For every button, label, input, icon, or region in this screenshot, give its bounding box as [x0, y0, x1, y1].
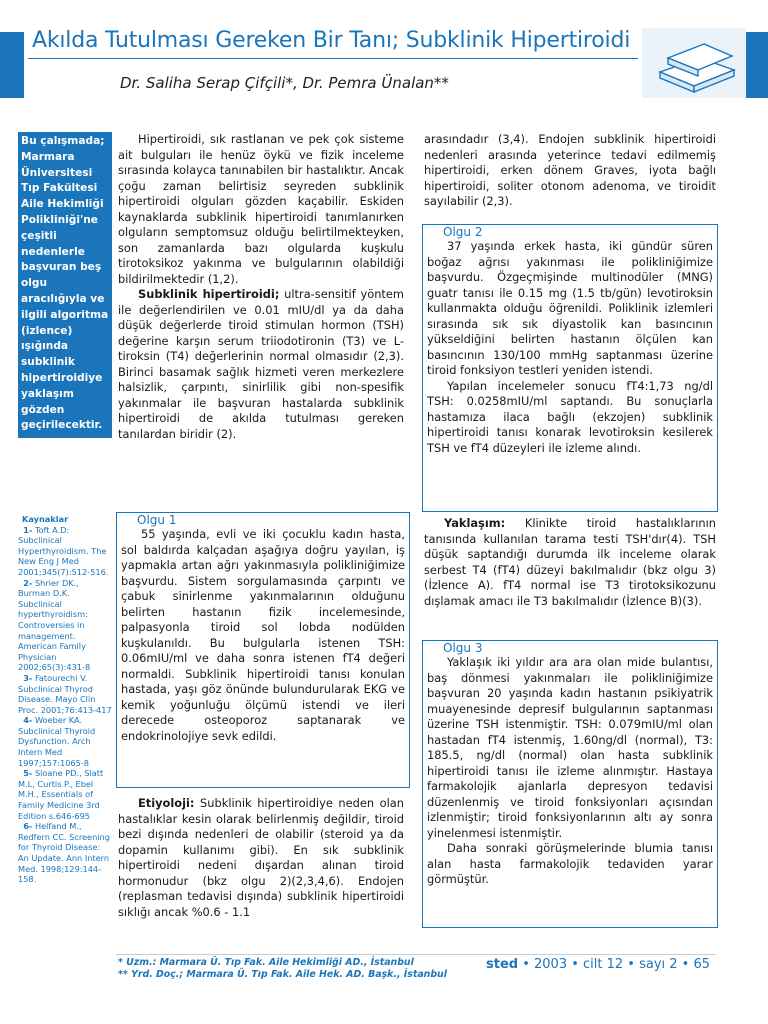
case-text: Daha sonraki görüşmelerinde blumia tanısı alan hasta farmakolojik tedaviden yarar görmüştür. — [427, 841, 713, 886]
books-logo-icon — [642, 28, 746, 98]
journal-issue: • 2003 • cilt 12 • sayı 2 • 65 — [518, 957, 711, 972]
approach-section — [424, 516, 716, 609]
article-title: Akılda Tutulması Gereken Bir Tanı; Subklinik Hipertiroidi — [32, 28, 631, 53]
approach-heading: Yaklaşım: — [444, 516, 506, 530]
header-accent-right — [746, 32, 768, 98]
abstract-box: Bu çalışmada; Marmara Üniversitesi Tıp Fakültesi Aile Hekimliği Polikliniği'ne çeşitli nedenlerle başvuran beş olgu aracılığıyla ve ilgili algoritma (izlence) ışığında subklinik hipertiroidiye yaklaşım gözden geçirilecektir. — [18, 132, 112, 438]
reference-item: 3- Fatourechi V. Subclinical Thyrod Disease. Mayo Clin Proc. 2001;76:413-417 — [18, 672, 112, 715]
case-text: Yaklaşık iki yıldır ara ara olan mide bulantısı, baş dönmesi yakınmaları ile polikliniğimize başvuran 20 yaşında kadın hastanın psikiyatrik muayenesinde depresif bulgularının saptanması üzerine TSH istenmiştir. TSH: 0.079mIU/ml olan hastadan fT4 istenmiş, 1.60ng/dl (normal), T3: 185.5, ng/dl (normal) olan hasta subklinik hipertiroidi tanısı ile izleme alınmıştır. Hastaya farmakolojik ajanlarla depresyon tedavisi düzenlenmiş ve tiroid fonksiyonları açısından izlenmiştir; tiroid fonksiyonlarının altı ay sonra yinelenmesi istenmiştir. — [427, 655, 713, 840]
etiology-section — [118, 796, 404, 920]
reference-item: 1- Toft A.D: Subclinical Hyperthyroidism. The New Eng J Med 2001;345(7):512-516. — [18, 524, 109, 577]
footnote-2: ** Yrd. Doç.; Marmara Ü. Tıp Fak. Aile Hek. AD. Başk., İstanbul — [118, 969, 447, 980]
case-text: Yapılan incelemeler sonucu fT4:1,73 ng/dl TSH: 0.0258mIU/ml saptandı. Bu sonuçlarla hastamıza ilaca bağlı (ekzojen) subklinik hipertiroidi tanısı konarak levotiroksin kesilerek TSH ve fT4 düzeyleri ile izleme alındı. — [427, 378, 713, 455]
article-authors: Dr. Saliha Serap Çifçili*, Dr. Pemra Ünalan** — [120, 74, 449, 92]
intro-paragraph: Hipertiroidi, sık rastlanan ve pek çok sisteme ait bulguları ile henüz öykü ve fizik inceleme sırasında kolayca tanınabilen bir hastalıktır. Ancak çoğu zaman belirtisiz seyreden subklinik hipertiroidi olguları gözden kaçabilir. Eskiden kaynaklarda subklinik hipertiroidi tanımlanırken olguların semptomsuz olduğu belirtilmekteyken, son zamanlarda bazı olgularda kuşkulu tirotoksikoz yakınma ve bulgularının olabildiği bildirilmektedir (1,2). — [118, 132, 404, 286]
references-title: Kaynaklar — [22, 514, 69, 524]
case-box-2 — [422, 224, 718, 512]
case-title: Olgu 1 — [137, 513, 177, 527]
reference-item: 2- Shrier DK., Burman D.K. Subclinical hyperthyroidism: Controversies in management. American Family Physician 2002;65(3):431-8 — [18, 577, 91, 673]
case-title: Olgu 2 — [443, 225, 483, 239]
reference-item: 5- Sloane PD., Slatt M.L, Curtis P., Ebel M.H., Essentials of Family Medicine 3rd Edition s.646-695 — [18, 768, 104, 821]
definition-paragraph: Subklinik hipertiroidi; ultra-sensitif yöntem ile değerlendirilen ve 0.01 mIU/dl ya da daha düşük değerlerde tiroid stimulan hormon (TSH) değerine karşın serum triiodotironin (T3) ve L-tiroksin (T4) değerlerinin normal olmasıdır (2,3). Birinci basamak sağlık hizmeti veren merkezlere halsizlik, çarpıntı, sinirlilik gibi non-spesifik yakınmalar ile başvuran hastalarda subklinik hipertiroidi de akılda tutulması gereken tanılardan biridir (2). — [118, 287, 404, 441]
references — [18, 514, 112, 885]
case-box-3 — [422, 640, 718, 928]
reference-item: 6- Helfand M., Redfern CC. Screening for Thyroid Disease: An Update. Ann Intern Med. 1998;129:144-158. — [18, 821, 110, 885]
column-1-intro — [118, 132, 404, 442]
reference-item: 4- Woeber KA. Subclinical Thyroid Dysfunction. Arch Intern Med 1997;157:1065-8 — [18, 715, 96, 768]
case-text: 55 yaşında, evli ve iki çocuklu kadın hasta, sol baldırda kalçadan aşağıya doğru yayılan, iş yapmakla artan ağrı yakınmasıyla polikliniğimize başvurdu. Sistem sorgulamasında çarpıntı ve çabuk sinirlenme yakınmalarının olduğunu belirten hastanın fizik incelemesinde, palpasyonla tiroid sol lobda nodülden kuşkulanıldı. Bu bulgularla istenen TSH: 0.06mIU/ml ve daha sonra istenen fT4 değeri normaldi. Subklinik hipertiroidi tanısı konulan hastada, yaşı göz önünde bulundurularak EKG ve kemik yoğunluğu ölçümü istendi ve ileri derecede osteoporoz saptanarak ve endokrinolojiye sevk edildi. — [121, 527, 405, 743]
journal-brand: sted — [486, 957, 519, 972]
column-2-top — [424, 132, 716, 210]
etiology-heading: Etiyoloji: — [138, 796, 195, 810]
etiology-text: Subklinik hipertiroidiye neden olan hastalıklar kesin olarak belirlenmiş değildir, tiroid bezi dışında nedenleri de olabilir (steroid ya da dopamin kullanımı gibi). En sık subklinik hipertiroidi nedeni dışardan alınan tiroid hormonudur (bkz olgu 2)(2,3,4,6). Endojen (replasman tedavisi dışında) subklinik hipertiroidi sıklığı ancak %0.6 - 1.1 — [118, 796, 404, 919]
causes-paragraph: arasındadır (3,4). Endojen subklinik hipertiroidi nedenleri arasında yeterince tedavi edilmemiş hipertiroidi, erken dönem Graves, iyota bağlı hipertiroidi, soliter otonom adenoma, ve tiroidit sayılabilir (2,3). — [424, 132, 716, 208]
header-accent-left — [0, 32, 24, 98]
journal-citation — [486, 957, 710, 972]
footer-divider — [116, 954, 716, 955]
title-underline — [28, 58, 638, 59]
approach-text: Klinikte tiroid hastalıklarının tanısında kullanılan tarama testi TSH'dır(4). TSH düşük saptandığı durumda ilk inceleme olarak serbest T4 (fT4) düzeyi bakılmalıdır (bkz olgu 3) (İzlence A). fT4 normal ise T3 tirotoksikozunu dışlamak amacı ile T3 bakılmalıdır (İzlence B)(3). — [424, 516, 716, 608]
case-text: 37 yaşında erkek hasta, iki gündür süren boğaz ağrısı yakınması ile polikliniğimize başvurdu. Özgeçmişinde multinodüler (MNG) guatr tanısı ile 0.15 mg (1.5 tb/gün) levotiroksin kullanmakta olduğu öğrenildi. Poliklinik izlemleri sırasında sık sık diyastolik kan basıncının yükseldiğini belirten hastanın ölçülen kan basıncının 130/100 mmHg saptanması üzerine tiroid fonksiyon testleri yeniden istendi. — [427, 239, 713, 377]
case-title: Olgu 3 — [443, 641, 483, 655]
footnote-1: * Uzm.: Marmara Ü. Tıp Fak. Aile Hekimliği AD., İstanbul — [118, 957, 414, 968]
footnotes — [118, 957, 447, 981]
case-box-1 — [116, 512, 410, 788]
